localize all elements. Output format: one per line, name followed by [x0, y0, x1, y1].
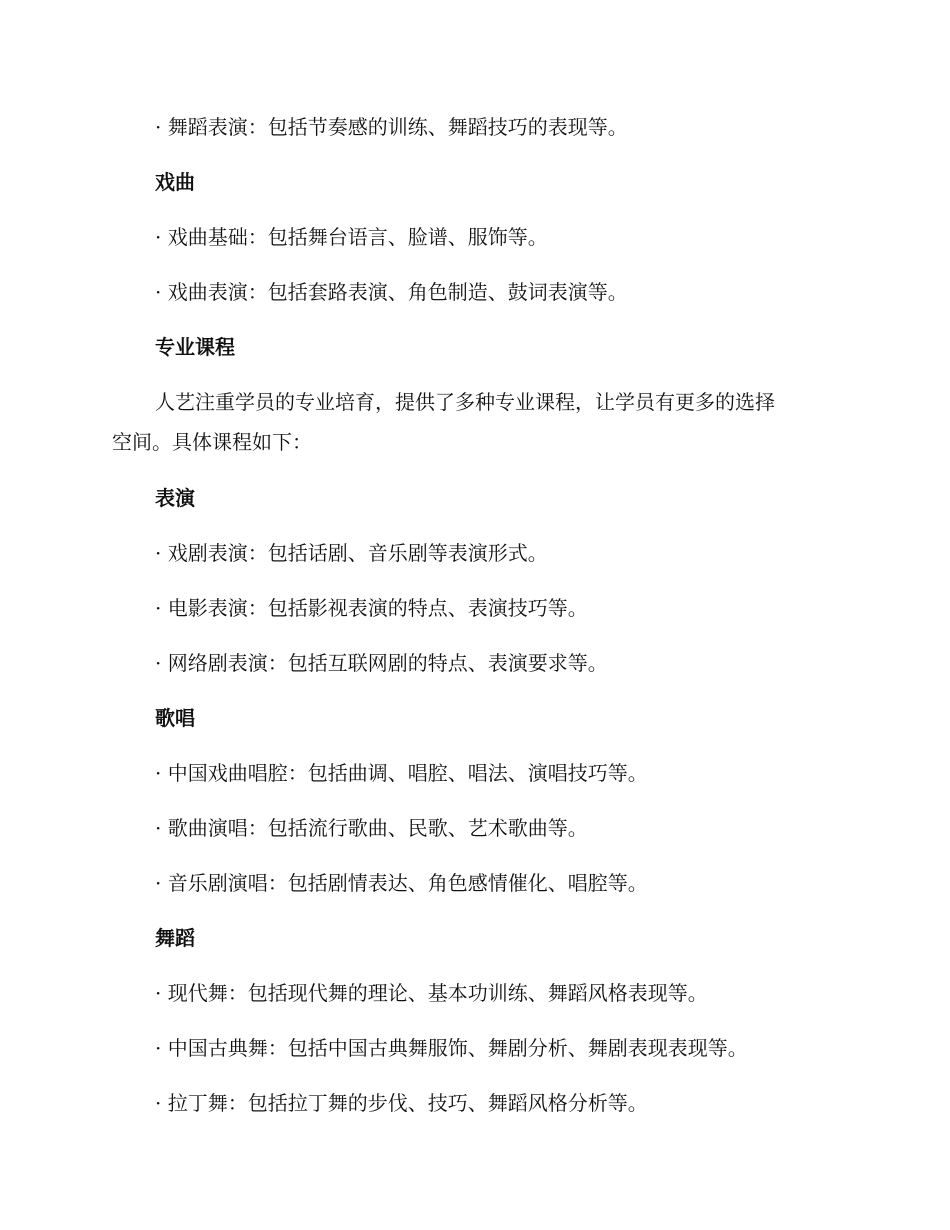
paragraph-intro-line-2: 空间。具体课程如下： — [112, 430, 312, 454]
section-heading-opera: 戏曲 — [155, 170, 195, 194]
section-heading-acting: 表演 — [155, 486, 195, 510]
bullet-film-performance: · 电影表演：包括影视表演的特点、表演技巧等。 — [155, 596, 588, 620]
bullet-web-drama-performance: · 网络剧表演：包括互联网剧的特点、表演要求等。 — [155, 651, 608, 675]
section-heading-singing: 歌唱 — [155, 706, 195, 730]
bullet-classical-chinese-dance: · 中国古典舞：包括中国古典舞服饰、舞剧分析、舞剧表现表现等。 — [155, 1036, 748, 1060]
paragraph-intro-line-1: 人艺注重学员的专业培育，提供了多种专业课程，让学员有更多的选择 — [155, 390, 775, 414]
section-heading-dance: 舞蹈 — [155, 926, 195, 950]
bullet-musical-singing: · 音乐剧演唱：包括剧情表达、角色感情催化、唱腔等。 — [155, 871, 648, 895]
bullet-opera-basics: · 戏曲基础：包括舞台语言、脸谱、服饰等。 — [155, 225, 548, 249]
bullet-opera-performance: · 戏曲表演：包括套路表演、角色制造、鼓词表演等。 — [155, 280, 628, 304]
bullet-chinese-opera-singing: · 中国戏曲唱腔：包括曲调、唱腔、唱法、演唱技巧等。 — [155, 761, 648, 785]
section-heading-professional-courses: 专业课程 — [155, 335, 235, 359]
bullet-latin-dance: · 拉丁舞：包括拉丁舞的步伐、技巧、舞蹈风格分析等。 — [155, 1091, 648, 1115]
bullet-modern-dance: · 现代舞：包括现代舞的理论、基本功训练、舞蹈风格表现等。 — [155, 981, 708, 1005]
bullet-drama-performance: · 戏剧表演：包括话剧、音乐剧等表演形式。 — [155, 541, 548, 565]
bullet-song-singing: · 歌曲演唱：包括流行歌曲、民歌、艺术歌曲等。 — [155, 816, 588, 840]
bullet-dance-performance: · 舞蹈表演：包括节奏感的训练、舞蹈技巧的表现等。 — [155, 115, 628, 139]
